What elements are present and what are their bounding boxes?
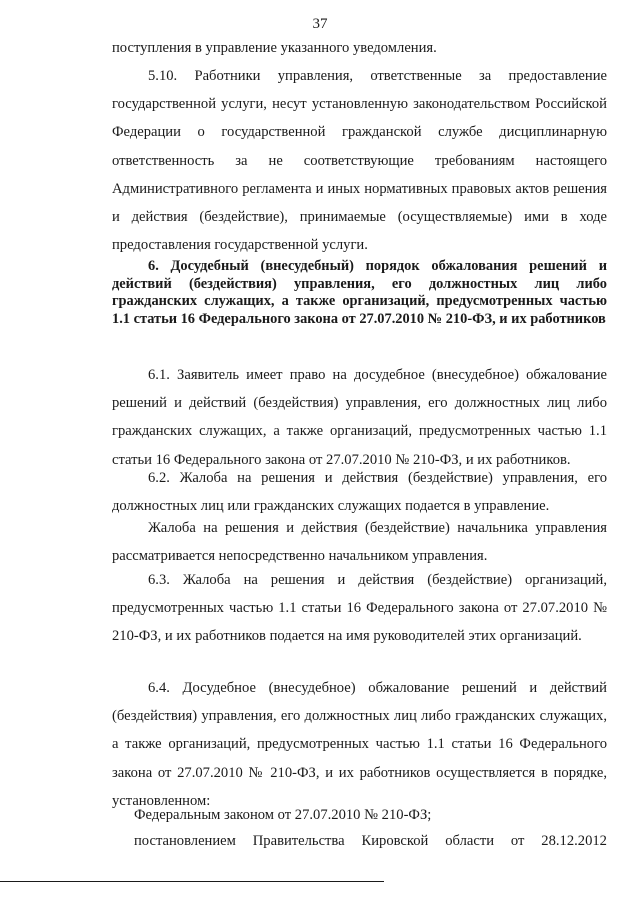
paragraph-6-2-second: Жалоба на решения и действия (бездействие) начальника управления рассматривается непосредственно начальником управления. — [112, 520, 607, 565]
paragraph-6-2: 6.2. Жалоба на решения и действия (бездействие) управления, его должностных лиц или гражданских служащих подается в управление. — [112, 470, 607, 515]
resolution-word: Правительства — [252, 833, 345, 849]
page-number: 37 — [312, 16, 328, 32]
paragraph-6-1: 6.1. Заявитель имеет право на досудебное (внесудебное) обжалование решений и действий (бездействия) управления, его должностных лиц либо гражданских служащих, а также организаций, предусмотренных частью 1.1 статьи 16 Федерального закона от 27.07.2010 № 210-ФЗ, и их работников. — [112, 367, 607, 468]
paragraph-6-4: 6.4. Досудебное (внесудебное) обжалование решений и действий (бездействия) управления, его должностных лиц либо гражданских служащих, а также организаций, предусмотренных частью 1.1 статьи 16 Федерального закона от 27.07.2010 № 210-ФЗ, и их работников осуществляется в порядке, установленном: — [112, 680, 607, 809]
resolution-word: от — [510, 833, 525, 849]
resolution-word: области — [445, 833, 495, 849]
footer-divider — [0, 881, 384, 882]
resolution-word: Кировской — [361, 833, 429, 849]
resolution-line — [112, 827, 607, 855]
paragraph-6-3: 6.3. Жалоба на решения и действия (бездействие) организаций, предусмотренных частью 1.1 статьи 16 Федерального закона от 27.07.2010 № 210-ФЗ, и их работников подается на имя руководителей этих организаций. — [112, 572, 607, 645]
section-6-heading: 6. Досудебный (внесудебный) порядок обжалования решений и действий (бездействия) управления, его должностных лиц либо гражданских служащих, а также организаций, предусмотренных частью 1.1 статьи 16 Федерального закона от 27.07.2010 № 210-ФЗ, и их работников — [112, 258, 607, 327]
law-reference-line: Федеральным законом от 27.07.2010 № 210-ФЗ; — [134, 807, 432, 823]
paragraph-continuation: поступления в управление указанного уведомления. — [112, 40, 437, 56]
resolution-word: постановлением — [134, 833, 236, 849]
resolution-word: 28.12.2012 — [541, 833, 607, 849]
paragraph-5-10: 5.10. Работники управления, ответственные за предоставление государственной услуги, несут установленную законодательством Российской Федерации о государственной гражданской службе дисциплинарную ответственность за не соответствующие требованиям настоящего Административного регламента и иных нормативных правовых актов решения и действия (бездействие), принимаемые (осуществляемые) ими в ходе предоставления государственной услуги. — [112, 68, 607, 254]
